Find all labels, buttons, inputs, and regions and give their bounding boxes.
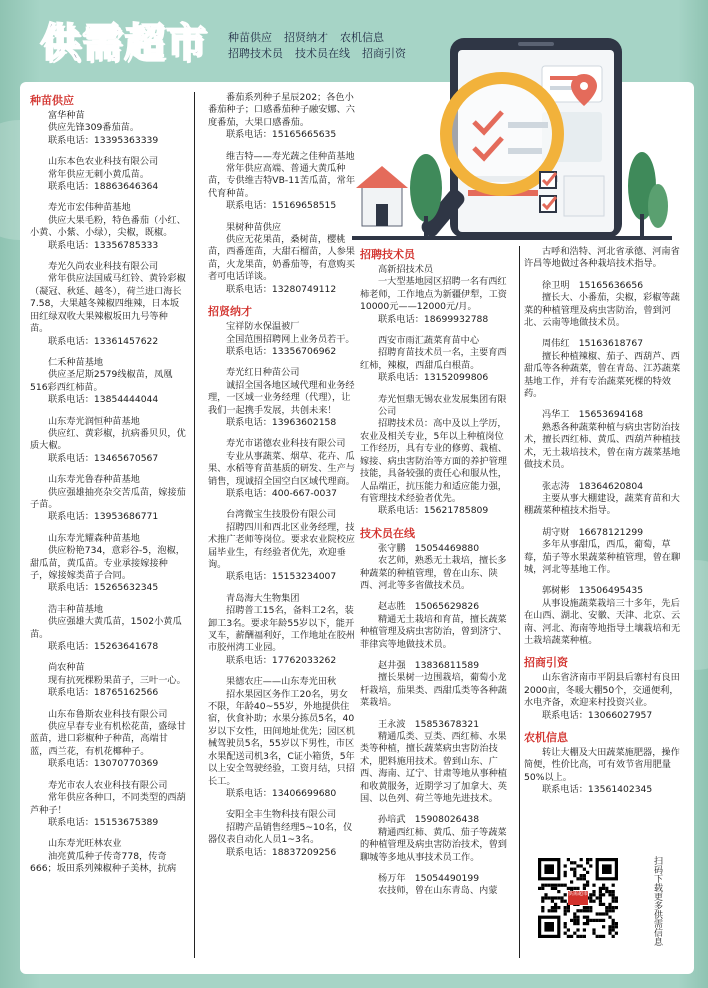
listing-title: 郭树彬 13506495435	[542, 585, 644, 597]
listing-description: 专业从事蔬菜、烟草、花卉、瓜果、水稻等育苗基质的研发、生产与销售，现诚招全国空白区域代理商。	[208, 450, 355, 487]
section-heading: 技术员在线	[360, 526, 415, 540]
listing-entry	[208, 438, 356, 500]
section-heading: 招商引资	[524, 656, 568, 670]
listing-phone[interactable]: 联系电话：15153675389	[48, 816, 159, 828]
listing-phone[interactable]: 联系电话：15169658515	[226, 200, 337, 212]
listing-description: 精通无土栽培和育苗，擅长蔬菜种植管理及病虫害防治，曾到济宁、菲律宾等地做技术员。	[360, 613, 507, 650]
listing-entry	[30, 474, 186, 524]
listing-entry	[360, 719, 512, 806]
listing-phone[interactable]: 联系电话：13395363339	[48, 134, 159, 146]
listing-description: 农艺师，熟悉无土栽培，擅长多种蔬菜的种植管理，曾在山东、陕西、河北等多省做技术员。	[360, 555, 507, 591]
listing-entry	[360, 660, 512, 710]
ground-line	[352, 236, 672, 240]
listing-entry	[30, 709, 186, 771]
listing-entry	[208, 321, 356, 358]
listing-phone[interactable]: 联系电话：13953686771	[48, 511, 159, 523]
listing-title: 西安市雨汇蔬菜育苗中心	[378, 335, 480, 347]
listing-description: 供应红、黄彩椒，抗病番贝贝，优质大椒。	[30, 427, 186, 452]
nav-item[interactable]: 招商引资	[362, 47, 406, 60]
listing-entry	[30, 533, 186, 595]
listing-description: 转让大棚及大田蔬菜施肥器，操作简便，性价比高，可有效节省用肥量50%以上。	[524, 747, 680, 783]
listing-description: 常年供应法国威马红铃、黄铃彩椒（凝冠、秋延、越冬），荷兰进口海长7.58，大果越冬辣椒四维辣，日本坂田红绿双收大果辣椒坂田九号等种苗。	[30, 273, 186, 335]
listing-title: 赵志胜 15065629826	[378, 601, 480, 613]
listing-description: 油亮黄瓜种子传奇778，传奇666；坂田系列辣椒种子美林，抗病	[30, 850, 177, 875]
listing-description: 擅长大、小番茄，尖椒，彩椒等蔬菜的种植管理及病虫害防治，曾到河北、云南等地做技术员。	[524, 292, 680, 329]
listing-description: 招聘育苗技术员一名，主要育西红柿，辣椒，西甜瓜白根苗。	[360, 347, 507, 371]
listing-title: 杨万年 15054490199	[378, 873, 480, 885]
section-heading: 招贤纳才	[208, 305, 252, 319]
listing-entry	[524, 246, 682, 271]
listing-title: 冯华工 15653694168	[542, 409, 644, 421]
listing-description: 擅长种植辣椒、茄子、西葫芦、西甜瓜等各种蔬菜，曾在青岛、江苏蔬菜基地工作，并有专治蔬菜死棵的特效药。	[524, 350, 681, 400]
column-2	[208, 92, 356, 966]
page-title: 供需超市	[40, 20, 208, 66]
listing-phone[interactable]: 联系电话：13406699680	[226, 787, 337, 799]
listing-phone[interactable]: 联系电话：13356706962	[226, 345, 337, 357]
qr-center-label: 供需超市	[568, 891, 588, 905]
listing-entry	[360, 335, 512, 385]
nav-item[interactable]: 种苗供应	[228, 31, 272, 44]
listing-entry	[360, 873, 512, 898]
listing-entry	[360, 601, 512, 651]
column-divider	[194, 92, 195, 958]
listing-title: 山东寿光旺林农业	[48, 838, 122, 850]
listing-title: 果德农庄——山东寿光田秋	[226, 676, 337, 688]
listing-title: 孙培武 15908026438	[378, 814, 480, 826]
section-heading: 农机信息	[524, 731, 568, 744]
listing-phone[interactable]: 联系电话：18699932788	[378, 313, 489, 325]
listing-description: 招聘四川和西北区业务经理，技术推广老师等岗位。要求农业院校应届毕业生，有经验者优先，欢迎垂询。	[208, 521, 355, 570]
listing-description: 诚招全国各地区域代理和业务经理，一区域一业务经理（代理），让我们一起携手发展，共创未来！	[208, 379, 355, 416]
listing-phone[interactable]: 联系电话：13361457622	[48, 335, 159, 347]
listing-description: 精通西红柿、黄瓜、茄子等蔬菜的种植管理及病虫害防治技术，曾到聊城等多地从事技术员工作。	[360, 826, 507, 863]
listing-title: 张志涛 18364620804	[542, 480, 644, 492]
listing-title: 徐卫明 15165636656	[542, 279, 644, 291]
section-heading: 种苗供应	[30, 94, 74, 107]
section-heading: 招聘技术员	[360, 248, 415, 261]
listing-title: 张守鹏 15054469880	[378, 542, 480, 554]
listing-entry	[208, 151, 356, 213]
listing-description: 常年供应各种口，不同类型的西葫芦种子！	[30, 792, 186, 816]
listing-phone[interactable]: 联系电话：13854444044	[48, 394, 159, 406]
listing-title: 山东布鲁斯农业科技有限公司	[48, 708, 168, 720]
listing-phone[interactable]: 联系电话：13963602158	[226, 416, 337, 428]
listing-phone[interactable]: 联系电话：13152099806	[378, 372, 489, 384]
column-3	[360, 246, 512, 964]
listing-title: 仁禾种苗基地	[48, 356, 104, 368]
listing-entry	[360, 264, 512, 326]
listing-phone[interactable]: 联系电话：13280749112	[226, 283, 337, 295]
listing-phone[interactable]: 联系电话：13561402345	[542, 784, 653, 796]
listing-description: 供应圣尼斯2579线椒苗，凤凰516彩西红柿苗。	[30, 369, 173, 393]
listing-entry	[524, 338, 682, 400]
listing-phone[interactable]: 联系电话：18837209256	[226, 846, 337, 858]
listing-entry	[208, 809, 356, 859]
listing-phone[interactable]: 联系电话：17762033262	[226, 654, 337, 666]
qr-caption: 扫码下载更多供需信息	[652, 856, 662, 946]
listing-description: 多年从事甜瓜，西瓜，葡萄，草莓，茄子等水果蔬菜种植管理，曾在聊城，河北等基地工作。	[524, 539, 681, 575]
listing-entry	[30, 156, 186, 193]
listing-entry	[524, 409, 682, 471]
listing-phone[interactable]: 联系电话：18765162566	[48, 687, 159, 699]
listing-title: 安阳全丰生物科技有限公司	[226, 809, 337, 821]
listing-description: 供应先锋309番茄苗。	[48, 122, 140, 134]
listing-title: 寿光恒鼎无锡农业发展集团有限公司	[378, 393, 507, 418]
listing-description: 供应无花果苗，桑树苗，樱桃苗，西番莲苗，大甜石榴苗，人参果苗，火龙果苗，奶番茄等，有意购买者可电话详谈。	[208, 234, 355, 283]
listing-entry	[524, 672, 682, 722]
listing-description: 供应早春专业有机松花苗，盛绿甘蓝苗，进口彩椒种子种苗，高端甘蓝，西兰花，有机花椰种子。	[30, 721, 186, 757]
listing-entry	[524, 481, 682, 518]
listing-title: 寿光红日种苗公司	[226, 367, 300, 379]
house-icon	[356, 166, 408, 226]
listing-title: 寿光市宏伟种苗基地	[48, 202, 131, 214]
listing-description: 供应强雄抽亮杂交苦瓜苗，嫁接茄子苗。	[30, 486, 186, 510]
listing-description: 番茄系列种子星辰202；各色小番茄种子；口感番茄种子融安娜、六度番茄，大果口感番茄。	[208, 92, 355, 128]
listing-title: 山东本色农业科技有限公司	[48, 156, 159, 168]
listing-title: 维吉特——寿光蔬之佳种苗基地	[226, 150, 355, 162]
listing-entry	[360, 814, 512, 864]
listing-entry	[524, 527, 682, 577]
listing-title: 富华种苗	[48, 110, 85, 121]
listing-entry	[208, 676, 356, 800]
listing-entry	[360, 543, 512, 593]
listing-entry	[30, 838, 186, 875]
listing-description: 擅长果树一边围栽培，葡萄小龙杆栽培，茄果类、西甜瓜类等各种蔬菜栽培。	[360, 672, 507, 709]
listing-title: 宝祥防水保温被厂	[226, 321, 300, 333]
listing-phone[interactable]: 联系电话：15153234007	[226, 571, 337, 583]
listing-title: 浩丰种苗基地	[48, 603, 104, 615]
listing-phone[interactable]: 联系电话：15621785809	[378, 505, 489, 517]
listing-description: 全国范围招聘网上业务员若干。	[226, 333, 355, 345]
listing-entry	[208, 367, 356, 429]
listing-entry	[30, 202, 186, 252]
listing-entry	[208, 92, 356, 142]
listing-description: 古呼和浩特、河北省承德、河南省许昌等地做过各种栽培技术指导。	[524, 246, 680, 270]
listing-description: 现有抗死棵粉果苗子，三叶一心。	[48, 674, 186, 686]
header-illustration	[352, 36, 672, 246]
nav-item[interactable]: 招贤纳才	[284, 31, 328, 44]
listing-title: 山东寿光鲁春种苗基地	[48, 474, 140, 486]
listing-title: 青岛海大生物集团	[226, 592, 300, 604]
nav-item[interactable]: 技术员在线	[295, 47, 350, 60]
listing-description: 供应粉艳734，意彩谷-5，泡椒，甜瓜苗，黄瓜苗。专业承接嫁接种子，嫁接嫁类苗子合同。	[30, 545, 185, 581]
listing-entry	[524, 280, 682, 330]
listing-description: 山东省济南市平阴县后寨村有良田2000亩，冬暖大棚50个，交通便利，水电齐备，欢迎来村投资兴业。	[524, 672, 680, 709]
listing-description: 一大型基地园区招聘一名有西红柿老师，工作地点为新疆伊犁，工资10000元——12000元/月。	[360, 276, 507, 313]
listing-title: 台湾微宝生技股份有限公司	[226, 509, 337, 521]
listing-phone[interactable]: 联系电话：15265632345	[48, 582, 159, 594]
listing-title: 胡守财 16678121299	[542, 526, 644, 538]
listing-description: 常年供应高端、普通大黄瓜种苗，专供维吉特VB-11苦瓜苗，常年代育种苗。	[208, 163, 356, 199]
listing-title: 山东寿光耀森种苗基地	[48, 532, 140, 544]
listing-title: 周伟红 15163618767	[542, 338, 644, 350]
listing-description: 农技师，曾在山东青岛、内蒙	[378, 885, 498, 897]
listing-description: 常年供应无刺小黄瓜苗。	[48, 168, 150, 180]
listing-title: 寿光久尚农业科技有限公司	[48, 261, 159, 273]
listing-entry	[30, 357, 186, 407]
listing-description: 熟悉各种蔬菜种植与病虫害防治技术，擅长西红柿、黄瓜、西葫芦种植技术，无土栽培技术，曾在南方蔬菜基地做技术员。	[524, 421, 681, 471]
listing-phone[interactable]: 联系电话：18863646364	[48, 181, 159, 193]
listing-description: 招聘技术员：高中及以上学历，农业及相关专业，5年以上种植岗位工作经历，具有专业的修剪、栽植、嫁接、病虫害防治等方面的养护管理技能，具备较强的责任心和服从性，人品端正，抗压能力和适应能力强，有管理技术经验者优先。	[360, 418, 507, 504]
listing-title: 高新招技术员	[378, 264, 434, 275]
listing-entry	[30, 110, 186, 147]
listing-description: 招水果园区务作工20名，男女不限，年龄40~55岁，外地提供住宿，伙食补助；水果分拣员5名，40岁以下女性，田间地址优先；园区机械驾驶员5名，55岁以下男性，市区水果配送司机3名，C证小箱货，5年以上安全驾驶经验，工资月结，只招长工。	[208, 688, 355, 787]
listing-title: 尚农种苗	[48, 662, 85, 674]
listing-phone[interactable]: 联系电话：13070770369	[48, 758, 159, 770]
nav-item[interactable]: 农机信息	[340, 31, 384, 44]
listing-description: 从事设施蔬菜栽培三十多年，先后在山西、湖北、安徽、天津、北京、云南、河北、海南等地指导土壤栽培和无土栽培蔬菜种植。	[524, 597, 681, 646]
listing-title: 寿光市诺德农业科技有限公司	[226, 438, 346, 450]
listing-description: 供应强雄大黄瓜苗，1502小黄瓜苗。	[30, 616, 182, 640]
listing-title: 山东寿光润恒种苗基地	[48, 415, 140, 427]
listing-entry	[30, 780, 186, 830]
masthead	[40, 18, 208, 68]
listing-description: 招聘普工15名，备料工2名，装卸工3名。要求年龄55岁以下，能开叉车，薪酬福利好，工作地址在胶州市胶州湾工业园。	[208, 605, 355, 654]
listing-title: 赵井强 13836811589	[378, 659, 480, 671]
listing-entry	[360, 394, 512, 518]
listing-entry	[524, 747, 682, 797]
column-1	[30, 92, 186, 966]
listing-phone[interactable]: 联系电话：15263641678	[48, 641, 159, 653]
listing-entry	[30, 604, 186, 654]
listing-description: 招聘产品销售经理5~10名，仪器仪表自动化人员1~3名。	[208, 821, 353, 846]
listing-title: 寿光市农人农业科技有限公司	[48, 779, 168, 791]
listing-phone[interactable]: 联系电话：13465670567	[48, 452, 159, 464]
column-divider	[519, 246, 520, 958]
listing-phone[interactable]: 联系电话：13356785333	[48, 239, 159, 251]
listing-entry	[30, 662, 186, 699]
listing-title: 果树种苗供应	[226, 221, 282, 233]
listing-entry	[30, 416, 186, 466]
qr-code[interactable]	[538, 858, 618, 938]
listing-phone[interactable]: 联系电话：13066027957	[542, 709, 653, 721]
listing-entry	[524, 585, 682, 647]
listing-description: 精通瓜类、豆类、西红柿、水果类等种植，擅长蔬菜病虫害防治技术，肥料施用技术。曾到山东、广西、海南、辽宁、甘肃等地从事种植和收黄服务，近期学习了加拿大、英国、以色列、荷兰等地先进技术。	[360, 731, 507, 805]
listing-title: 王永波 15853678321	[378, 718, 480, 730]
nav-item[interactable]: 招聘技术员	[228, 47, 283, 60]
listing-entry	[208, 593, 356, 667]
listing-entry	[208, 222, 356, 296]
listing-description: 供应大果毛粉，特色番茄（小红、小黄、小紫、小绿），尖椒，既椒。	[30, 214, 186, 239]
listing-description: 主要从事大棚建设，蔬菜育苗和大棚蔬菜种植技术指导。	[524, 492, 680, 517]
listing-entry	[208, 509, 356, 583]
listing-phone[interactable]: 联系电话：400-667-0037	[226, 487, 338, 499]
listing-phone[interactable]: 联系电话：15165665635	[226, 129, 337, 141]
listing-entry	[30, 261, 186, 348]
